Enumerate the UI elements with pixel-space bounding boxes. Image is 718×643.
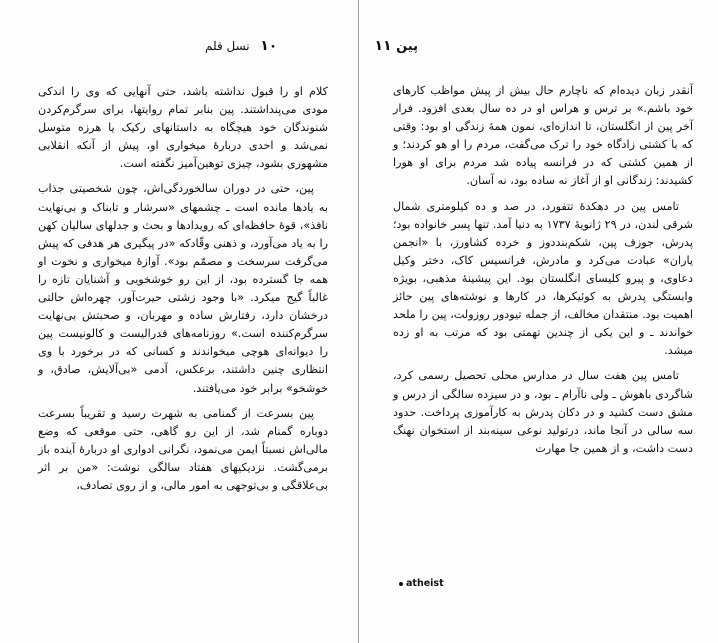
right-page-number: ۱۱ (374, 38, 392, 54)
footnote (399, 578, 444, 589)
left-running-title: نسل قلم (205, 39, 250, 53)
right-paragraph-2: تامس پین در دهکدهٔ تتفورد، در صد و ده کیلومتری شمال شرقی لندن، در ۲۹ ژانویهٔ ۱۷۳۷ به دنیا آمد. تنها پسر خانواده بود؛ پدرش، جوزف پین، شکم‌بنددوز و خرده کشاورز، با «انجمن یاران» عبادت می‌کرد و مادرش، فرانسیس کاک، دختر وکیل دعاوی، و پیرو کلیسای انگلستان بود. این پیشینهٔ مذهبی، بویژه وابستگی پدرش به کوئیکرها، در کارها و نوشته‌های پین حائز اهمیت بود. منتقدان مخالف، از جمله تیودور روزولت، پین را ملحد خواندند ـ و این یکی از چندین تهمتی بود که مرتب به او زده میشد. (393, 199, 693, 358)
right-paragraph-3: تامس پین هفت سال در مدارس محلی تحصیل رسمی کرد، شاگردی باهوش ـ ولی ناآرام ـ بود، و در سیزده سالگی از درس و مشق دست کشید و در دکان پدرش به کارآموزی پرداخت. حدود سه سالی در آنجا ماند، درتولید نوعی سینه‌بند از استخوان نهنگ دست داشت، و از همین جا مهارت (393, 369, 693, 455)
right-page-header (368, 38, 418, 60)
left-page-number: ۱۰ (260, 38, 278, 54)
left-page-body (38, 83, 328, 495)
right-page-body (393, 82, 693, 458)
right-running-title: پین (396, 39, 418, 54)
left-page-header (205, 38, 277, 60)
right-paragraph-1: آنقدر زبان دیده‌ام که ناچارم حال بیش از پیش مواظب کارهای خود باشم.» بر ترس و هراس او در ده سال بعدی افزود. فرار آخر پین از انگلستان، تا اندازه‌ای، نمون همهٔ زندگی او بود: وقتی که با کشتی زادگاه خود را ترک می‌گفت، مردم را او هو کردند؛ و از همین کشتی که در فرانسه پیاده شد مردم برای او هورا کشیدند: زندگانی او از آغاز نه ساده بود، نه آسان. (393, 84, 693, 188)
footnote-bullet-icon (399, 582, 403, 586)
left-paragraph-2: پین، حتی در دوران سالخوردگی‌اش، چون شخصیتی جذاب به یادها مانده است ـ چشمهای «سرشار و تابناک و بی‌نهایت نافذ»، قوهٔ حافظه‌ای که رویدادها و بحث و جدلهای سالیان کهن را به یاد می‌آورد، و ذهنی وقّادکه «در پیگیری هر هدفی که پیش می‌گرفت سرسخت و مصمّم بود». آوازهٔ میخواری و نخوت او همه جا گسترده بود، از این رو خوشخویی و آشنایان تازه را غالباً گیج میکرد. «با وجود زشتی حیرت‌آور، چهره‌اش حالتی درخشان دارد، رفتارش ساده و مهربان، و صحبتش بی‌نهایت سرگرم‌کننده است.» روزنامه‌های فدرالیست و کالونیست پین را دیوانه‌ای هوچی میخواندند و کسانی که در برخورد با وی انتظاری چنین داشتند، برعکس، آدمی «بی‌آلایش، صادق، و خوشخو» برابر خود می‌یافتند. (38, 182, 328, 395)
left-paragraph-3: پین بسرعت از گمنامی به شهرت رسید و تقریباً بسرعت دوباره گمنام شد، از این رو گاهی، حتی موقعی که وضع مالی‌اش نسبتاً ایمن می‌نمود، نگرانی ادواری او دربارهٔ آینده باز برمی‌گشت. نزدیکیهای هفتاد سالگی نوشت: «من بر اثر بی‌علاقگی و بی‌توجهی به امور مالی، و از روی تصادف، (38, 406, 328, 492)
right-page (359, 0, 718, 643)
left-paragraph-1: کلام او را قبول نداشته باشد، حتی آنهایی که وی را اندکی مودی می‌پنداشتند. پین بنابر تمام روایتها، برای سرگرم‌کردن شنوندگان خود هیچگاه به داستانهای رکیک یا هرزه متوسل نمی‌شد و احدی دربارهٔ میخواری او، پیش از آنکه انقلابی مشهوری بشود، چیزی توهین‌آمیز نگفته است. (38, 85, 328, 171)
footnote-text: atheist (406, 578, 444, 589)
